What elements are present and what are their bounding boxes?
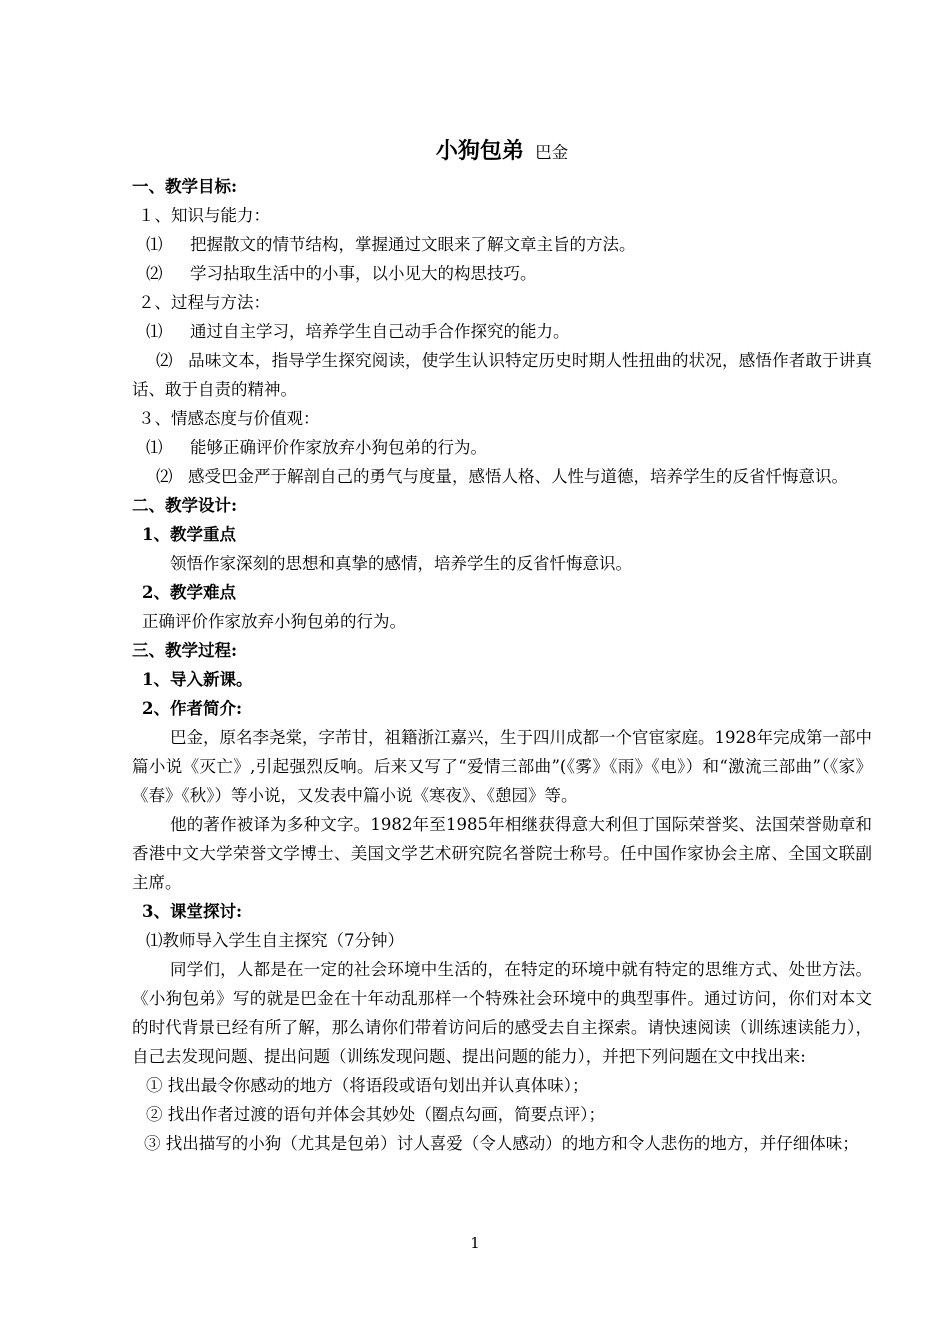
title-row xyxy=(132,134,872,168)
subheading-author-bio: 2、作者简介: xyxy=(142,699,243,718)
subheading-intro: 1、导入新课。 xyxy=(142,670,253,689)
subheading-discussion: 3、课堂探讨: xyxy=(142,902,243,921)
author-name: 巴金 xyxy=(535,143,569,162)
item-number: ⑴ xyxy=(146,235,163,254)
objective-item xyxy=(132,317,872,346)
section-heading-objectives: 一、教学目标: xyxy=(132,177,238,196)
paragraph: 他的著作被译为多种文字。1982年至1985年相继获得意大利但丁国际荣誉奖、法国荣誉勋章和香港中文大学荣誉文学博士、美国文学艺术研究院名誉院士称号。任中国作家协会主席、全国文联副主席。 xyxy=(132,815,872,892)
item-text: 能够正确评价作家放弃小狗包弟的行为。 xyxy=(190,438,487,457)
item-number: ⑵ xyxy=(156,351,173,370)
paragraph: 领悟作家深刻的思想和真挚的感情，培养学生的反省忏悔意识。 xyxy=(170,554,632,573)
item-text: 感受巴金严于解剖自己的勇气与度量，感悟人格、人性与道德，培养学生的反省忏悔意识。 xyxy=(188,467,848,486)
objective-item xyxy=(132,462,872,491)
subheading-key-point: 1、教学重点 xyxy=(142,525,236,544)
subheading-knowledge: １、知识与能力： xyxy=(138,206,270,225)
objective-item xyxy=(132,433,872,462)
paragraph: 同学们，人都是在一定的社会环境中生活的，在特定的环境中就有特定的思维方式、处世方法。《小狗包弟》写的就是巴金在十年动乱那样一个特殊社会环境中的典型事件。通过访问，你们对本文的时代背景已经有所了解，那么请你们带着访问后的感受去自主探索。请快速阅读（训练速读能力），自己去发现问题、提出问题（训练发现问题、提出问题的能力），并把下列问题在文中找出来: xyxy=(132,960,872,1066)
question-item: ② 找出作者过渡的语句并体会其妙处（圈点勾画，简要点评）； xyxy=(146,1105,605,1124)
objective-item xyxy=(132,259,872,288)
item-text: 通过自主学习，培养学生自己动手合作探究的能力。 xyxy=(190,322,570,341)
item-number: ⑴ xyxy=(146,438,163,457)
subheading-attitude: ３、情感态度与价值观： xyxy=(138,409,320,428)
item-text: 品味文本，指导学生探究阅读，使学生认识特定历史时期人性扭曲的状况，感悟作者敢于讲真话、敢于自责的精神。 xyxy=(132,351,872,399)
section-heading-process: 三、教学过程: xyxy=(132,641,238,660)
page-title: 小狗包弟 xyxy=(435,138,524,164)
paragraph: 巴金，原名李尧棠，字芾甘，祖籍浙江嘉兴，生于四川成都一个官宦家庭。1928年完成第一部中篇小说《灭亡》,引起强烈反响。后来又写了“爱情三部曲”(《雾》《雨》《电》）和“激流三部曲”（《家》《春》《秋》）等小说，又发表中篇小说《寒夜》、《憩园》等。 xyxy=(132,728,872,805)
paragraph: 正确评价作家放弃小狗包弟的行为。 xyxy=(142,612,406,631)
section-heading-design: 二、教学设计: xyxy=(132,496,238,515)
subheading-process: ２、过程与方法： xyxy=(138,293,270,312)
discussion-step: ⑴教师导入学生自主探究（7分钟） xyxy=(146,931,404,950)
subheading-difficulty: 2、教学难点 xyxy=(142,583,236,602)
objective-item xyxy=(132,346,872,404)
item-text: 把握散文的情节结构，掌握通过文眼来了解文章主旨的方法。 xyxy=(190,235,636,254)
item-text: 学习拈取生活中的小事，以小见大的构思技巧。 xyxy=(190,264,537,283)
question-item: ① 找出最令你感动的地方（将语段或语句划出并认真体味）； xyxy=(146,1076,589,1095)
item-number: ⑴ xyxy=(146,322,163,341)
item-number: ⑵ xyxy=(146,264,163,283)
page-number: 1 xyxy=(470,1234,480,1252)
question-item: ③ 找出描写的小狗（尤其是包弟）讨人喜爱（令人感动）的地方和令人悲伤的地方，并仔细体味； xyxy=(144,1134,859,1153)
document-body xyxy=(132,134,872,1158)
item-number: ⑵ xyxy=(156,467,173,486)
objective-item xyxy=(132,230,872,259)
